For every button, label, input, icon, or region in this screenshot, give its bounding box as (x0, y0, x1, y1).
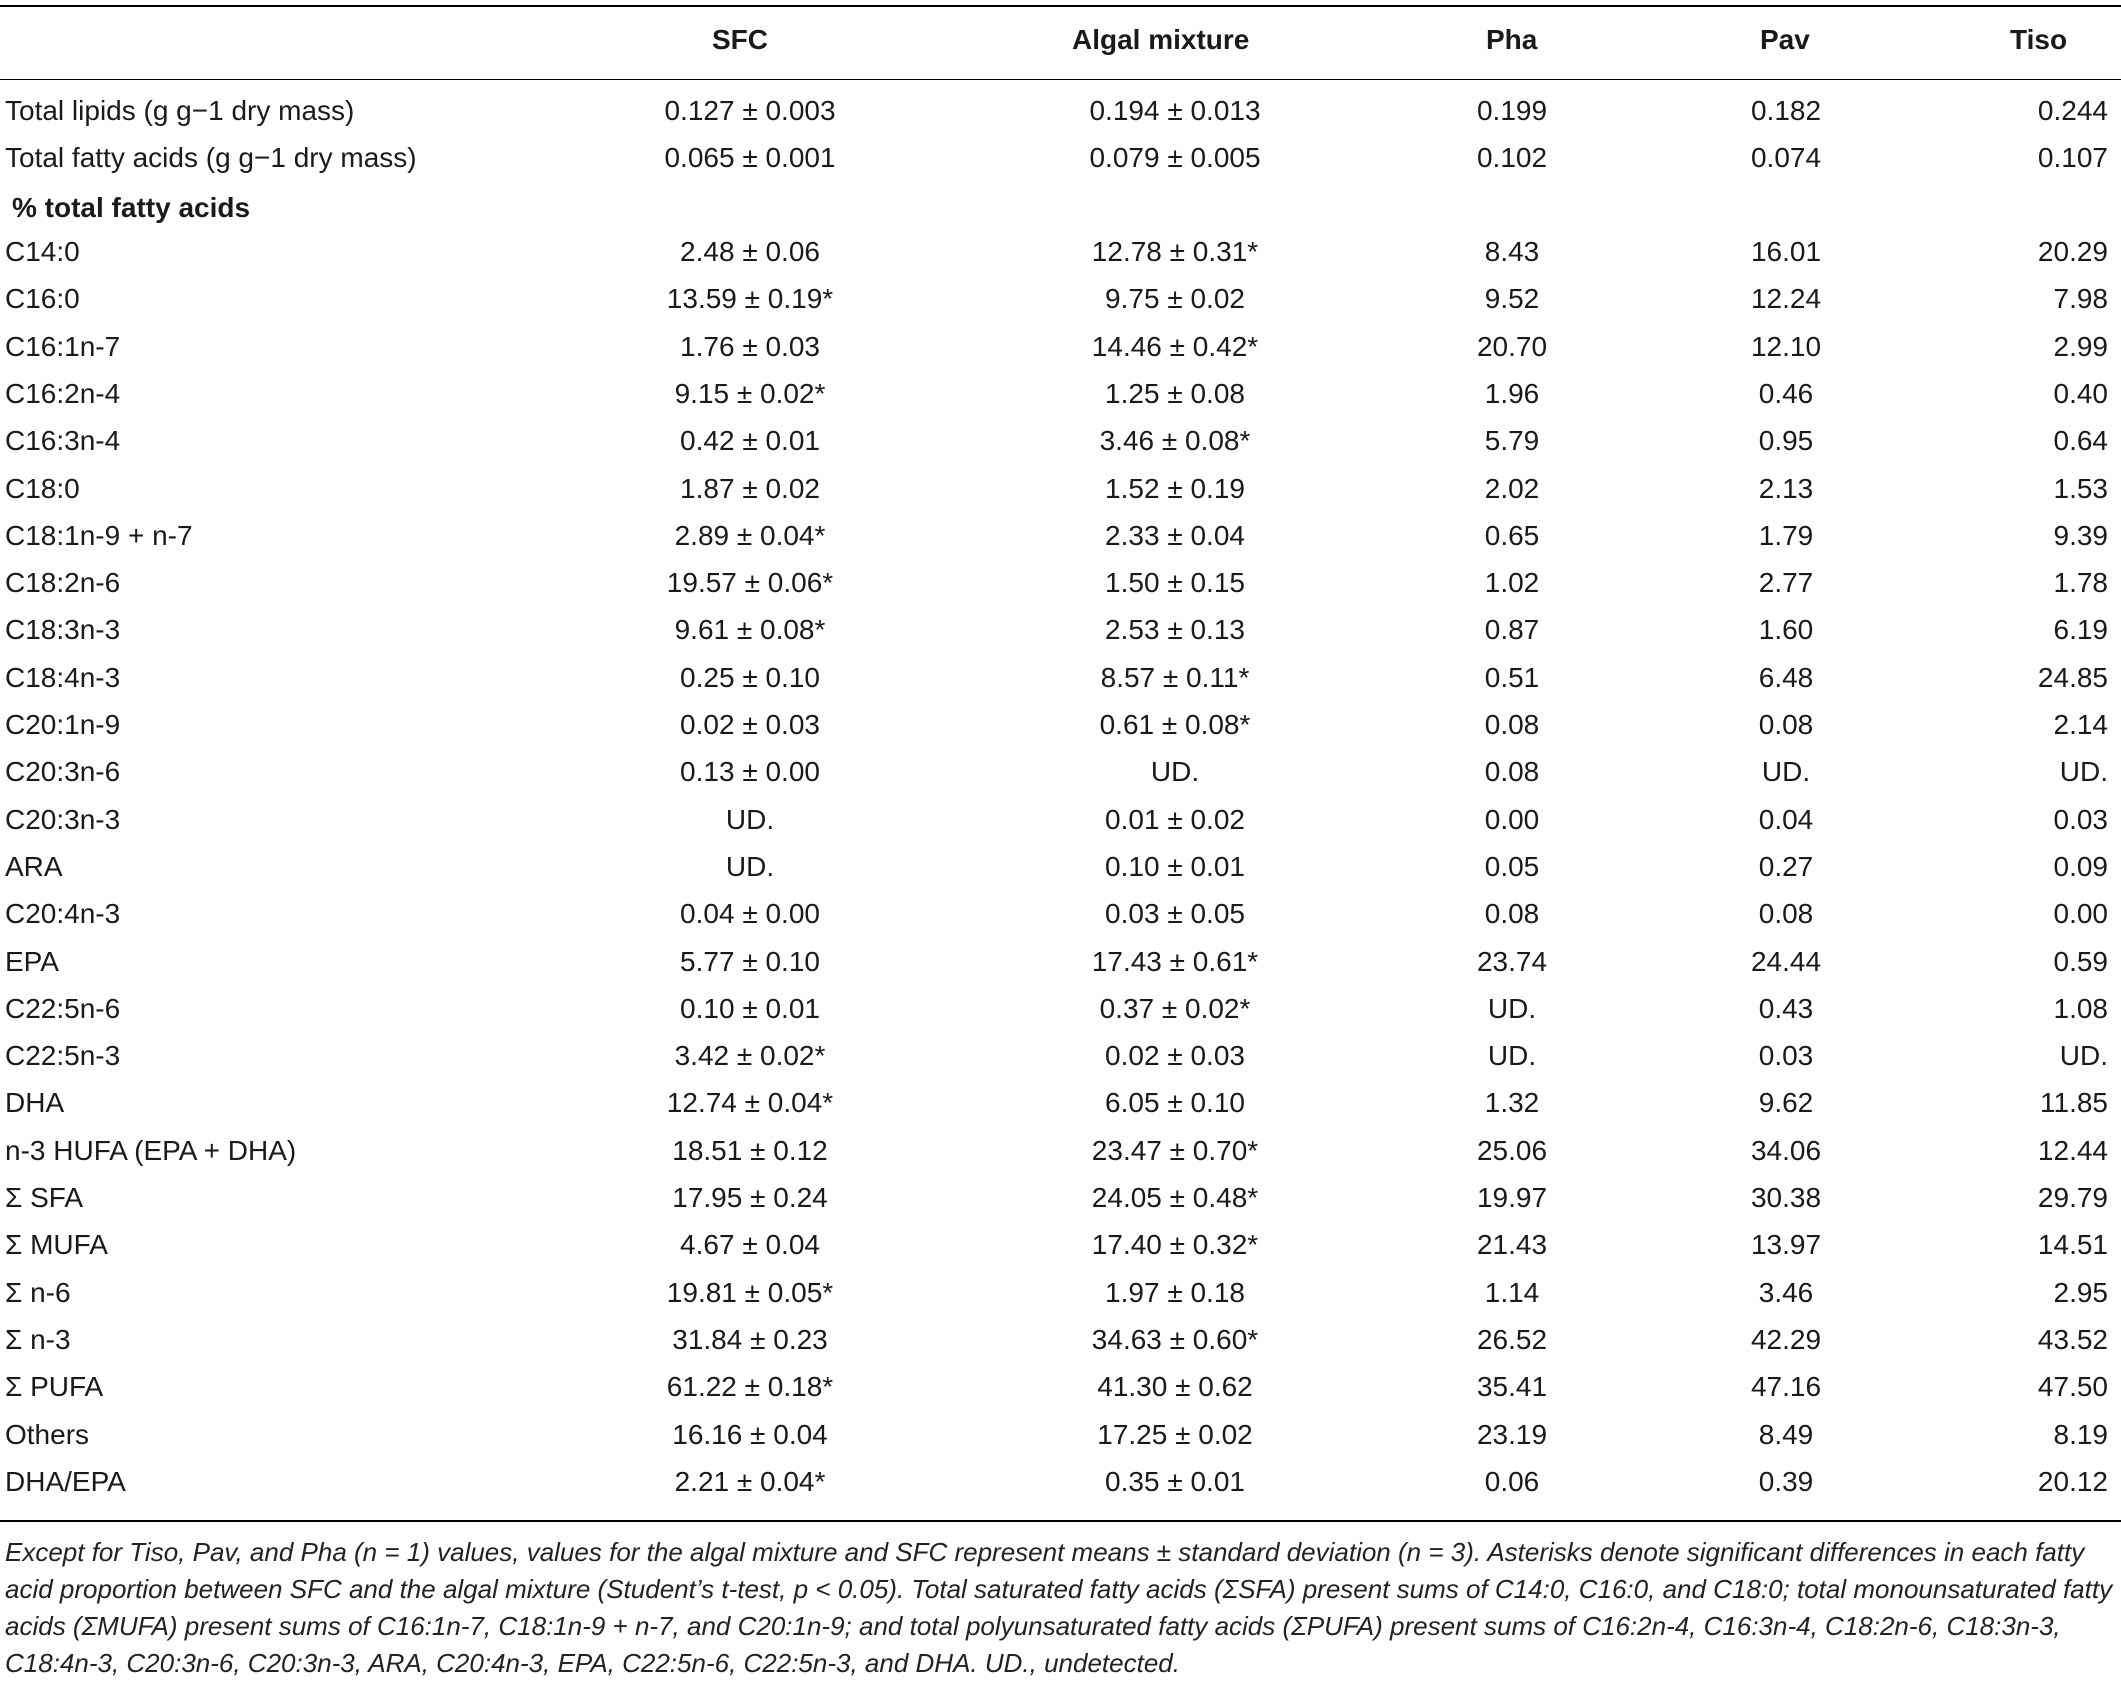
cell-pha: 0.51 (1484, 661, 1540, 693)
cell-pha: 0.199 (1476, 95, 1548, 126)
cell-pha: 35.41 (1476, 1371, 1548, 1403)
cell-pav: 0.39 (1758, 1465, 1814, 1497)
cell-tiso: 12.44 (2037, 1134, 2108, 1166)
cell-sfc: 18.51 ± 0.12 (672, 1134, 828, 1166)
cell-tiso: 0.09 (2053, 850, 2108, 882)
table-row (0, 851, 2121, 898)
cell-tiso: 20.29 (2037, 236, 2108, 267)
cell-sfc: 12.74 ± 0.04* (666, 1087, 834, 1119)
table-row (0, 1277, 2121, 1324)
cell-tiso: 0.03 (2053, 803, 2108, 835)
cell-pav: 0.43 (1758, 992, 1814, 1024)
cell-tiso: 0.107 (2037, 142, 2108, 173)
cell-sfc: 31.84 ± 0.23 (672, 1323, 828, 1355)
cell-pav: 0.46 (1758, 377, 1814, 409)
table-row (0, 946, 2121, 993)
cell-sfc: 0.42 ± 0.01 (680, 425, 820, 457)
cell-tiso: 0.64 (2053, 425, 2108, 457)
cell-pha: 1.96 (1484, 377, 1540, 409)
row-label: C22:5n-3 (5, 1040, 121, 1072)
table-row (0, 142, 2121, 189)
cell-pav: 1.60 (1758, 614, 1814, 646)
cell-pha: 0.06 (1484, 1465, 1540, 1497)
cell-tiso: UD. (2059, 756, 2108, 788)
header-sfc: SFC (712, 24, 768, 55)
cell-algal: 0.02 ± 0.03 (1105, 1040, 1245, 1072)
cell-algal: 0.61 ± 0.08* (1099, 709, 1251, 740)
row-label: DHA/EPA (5, 1465, 126, 1497)
bottom-rule (0, 1520, 2121, 1522)
cell-algal: 17.25 ± 0.02 (1097, 1418, 1253, 1450)
row-label: C16:0 (5, 283, 80, 315)
table-row (0, 473, 2121, 520)
row-label: C22:5n-6 (5, 992, 121, 1024)
cell-tiso: 47.50 (2037, 1371, 2108, 1403)
cell-sfc: 2.89 ± 0.04* (674, 519, 826, 551)
cell-algal: 23.47 ± 0.70* (1091, 1134, 1259, 1166)
cell-tiso: 2.99 (2053, 330, 2108, 362)
cell-algal: 1.25 ± 0.08 (1105, 377, 1245, 409)
cell-sfc: 4.67 ± 0.04 (680, 1229, 820, 1261)
cell-sfc: 2.21 ± 0.04* (674, 1465, 826, 1497)
cell-algal: 3.46 ± 0.08* (1099, 425, 1251, 457)
cell-algal: 1.50 ± 0.15 (1105, 567, 1245, 599)
cell-algal: 0.194 ± 0.013 (1089, 95, 1261, 126)
row-label: Total fatty acids (g g−1 dry mass) (5, 142, 417, 173)
table-row (0, 520, 2121, 567)
cell-pha: UD. (1487, 992, 1537, 1024)
cell-algal: 0.35 ± 0.01 (1105, 1465, 1245, 1497)
row-label: C20:3n-3 (5, 803, 121, 835)
row-label: C16:2n-4 (5, 377, 121, 409)
cell-tiso: 20.12 (2037, 1465, 2108, 1497)
cell-sfc: 1.76 ± 0.03 (680, 330, 820, 362)
cell-algal: 2.33 ± 0.04 (1105, 519, 1245, 551)
cell-sfc: 9.61 ± 0.08* (674, 614, 826, 646)
header-algal: Algal mixture (1072, 24, 1250, 55)
row-label: Σ MUFA (5, 1229, 108, 1261)
cell-tiso: 6.19 (2053, 614, 2108, 646)
row-label: C16:3n-4 (5, 425, 121, 457)
cell-pha: 26.52 (1476, 1323, 1548, 1355)
row-label: C18:3n-3 (5, 614, 121, 646)
row-label: C20:1n-9 (5, 709, 121, 740)
row-label: C16:1n-7 (5, 330, 121, 362)
cell-pha: 23.19 (1476, 1418, 1548, 1450)
cell-tiso: 0.40 (2053, 377, 2108, 409)
row-label: ARA (5, 850, 63, 882)
cell-pav: UD. (1761, 756, 1811, 788)
cell-pav: 0.08 (1758, 898, 1814, 930)
cell-tiso: 7.98 (2053, 283, 2108, 315)
cell-tiso: 1.78 (2053, 567, 2108, 599)
row-label: Σ PUFA (5, 1371, 104, 1403)
row-label: Σ n-6 (5, 1276, 71, 1308)
cell-tiso: 9.39 (2053, 519, 2108, 551)
table-row (0, 236, 2121, 283)
cell-pha: 25.06 (1476, 1134, 1548, 1166)
table-row (0, 804, 2121, 851)
row-label: Total lipids (g g−1 dry mass) (5, 95, 355, 126)
table-row (0, 898, 2121, 945)
table-row (0, 283, 2121, 330)
header-pav: Pav (1760, 24, 1810, 55)
cell-pav: 0.03 (1758, 1040, 1814, 1072)
cell-pha: 0.87 (1484, 614, 1540, 646)
cell-pha: 9.52 (1484, 283, 1540, 315)
row-label: C18:2n-6 (5, 567, 121, 599)
cell-pav: 30.38 (1750, 1182, 1822, 1213)
cell-pha: 1.14 (1484, 1276, 1540, 1308)
row-label: C20:4n-3 (5, 898, 121, 930)
cell-pav: 1.79 (1758, 519, 1814, 551)
cell-pha: 5.79 (1484, 425, 1540, 457)
cell-algal: 17.40 ± 0.32* (1091, 1229, 1259, 1261)
cell-algal: 6.05 ± 0.10 (1105, 1087, 1245, 1119)
row-label: C18:4n-3 (5, 661, 121, 693)
cell-pav: 0.04 (1758, 803, 1814, 835)
table-row (0, 614, 2121, 661)
table-row (0, 1466, 2121, 1513)
cell-pav: 12.10 (1750, 330, 1822, 362)
cell-pav: 2.13 (1758, 472, 1814, 504)
row-label: EPA (5, 945, 59, 977)
table-row (0, 331, 2121, 378)
row-label: C14:0 (5, 236, 80, 267)
header-pha: Pha (1486, 24, 1538, 55)
table-row (0, 567, 2121, 614)
cell-sfc: 2.48 ± 0.06 (680, 236, 820, 267)
table-row (0, 1324, 2121, 1371)
cell-sfc: 0.13 ± 0.00 (680, 756, 820, 788)
cell-pav: 47.16 (1750, 1371, 1822, 1403)
cell-pha: 0.08 (1484, 709, 1540, 740)
table-row (0, 425, 2121, 472)
cell-tiso: 0.59 (2053, 945, 2108, 977)
cell-tiso: 24.85 (2037, 661, 2108, 693)
cell-sfc: 16.16 ± 0.04 (672, 1418, 828, 1450)
cell-tiso: 29.79 (2037, 1182, 2108, 1213)
cell-sfc: UD. (725, 803, 775, 835)
cell-sfc: 5.77 ± 0.10 (680, 945, 820, 977)
cell-sfc: UD. (725, 850, 775, 882)
cell-pav: 42.29 (1750, 1323, 1822, 1355)
row-label: n-3 HUFA (EPA + DHA) (5, 1134, 297, 1166)
header-tiso: Tiso (2010, 24, 2068, 55)
cell-algal: UD. (1150, 756, 1200, 788)
cell-algal: 1.52 ± 0.19 (1105, 472, 1245, 504)
cell-algal: 0.079 ± 0.005 (1089, 142, 1261, 173)
cell-pav: 2.77 (1758, 567, 1814, 599)
cell-sfc: 61.22 ± 0.18* (666, 1371, 834, 1403)
table-row (0, 756, 2121, 803)
cell-pav: 0.27 (1758, 850, 1814, 882)
cell-algal: 0.37 ± 0.02* (1099, 992, 1251, 1024)
cell-sfc: 9.15 ± 0.02* (674, 377, 826, 409)
cell-sfc: 13.59 ± 0.19* (666, 283, 834, 315)
table-row (0, 378, 2121, 425)
cell-tiso: 0.244 (2037, 95, 2108, 126)
table-footnote: Except for Tiso, Pav, and Pha (n = 1) values, values for the algal mixture and SFC represent means ± standard deviation (n = 3). Asterisks denote significant differences in each fatty acid proportion between SFC and the algal mixture (Student’s t-test, p < 0.05). Total saturated fatty acids (ΣSFA) present sums of C14:0, C16:0, and C18:0; total monounsaturated fatty acids (ΣMUFA) present sums of C16:1n-7, C18:1n-9 + n-7, and C20:1n-9; and total polyunsaturated fatty acids (ΣPUFA) present sums of C16:2n-4, C16:3n-4, C18:2n-6, C18:3n-3, C18:4n-3, C20:3n-6, C20:3n-3, ARA, C20:4n-3, EPA, C22:5n-6, C22:5n-3, and DHA. UD., undetected. (5, 1537, 2113, 1678)
cell-algal: 2.53 ± 0.13 (1105, 614, 1245, 646)
cell-sfc: 0.04 ± 0.00 (680, 898, 820, 930)
cell-sfc: 19.81 ± 0.05* (666, 1276, 834, 1308)
cell-sfc: 0.127 ± 0.003 (664, 95, 836, 126)
cell-pha: 0.65 (1484, 519, 1540, 551)
row-label: Σ n-3 (5, 1323, 71, 1355)
cell-pha: 20.70 (1476, 330, 1548, 362)
cell-pav: 0.08 (1758, 709, 1814, 740)
cell-algal: 12.78 ± 0.31* (1091, 236, 1259, 267)
cell-pha: UD. (1487, 1040, 1537, 1072)
table-row (0, 1229, 2121, 1276)
cell-algal: 0.10 ± 0.01 (1105, 850, 1245, 882)
cell-pha: 1.32 (1484, 1087, 1540, 1119)
cell-pha: 23.74 (1476, 945, 1548, 977)
table-row (0, 993, 2121, 1040)
header-rule (0, 79, 2121, 80)
cell-sfc: 0.10 ± 0.01 (680, 992, 820, 1024)
cell-tiso: 1.53 (2053, 472, 2108, 504)
cell-pav: 34.06 (1750, 1134, 1822, 1166)
cell-algal: 14.46 ± 0.42* (1091, 330, 1259, 362)
cell-pav: 0.95 (1758, 425, 1814, 457)
cell-tiso: 0.00 (2053, 898, 2108, 930)
top-rule (0, 5, 2121, 7)
cell-algal: 8.57 ± 0.11* (1100, 661, 1250, 693)
table-row (0, 1087, 2121, 1134)
cell-sfc: 1.87 ± 0.02 (680, 472, 820, 504)
row-label: C20:3n-6 (5, 756, 121, 788)
cell-algal: 41.30 ± 0.62 (1097, 1371, 1253, 1403)
cell-tiso: 14.51 (2037, 1229, 2108, 1261)
table-row (0, 709, 2121, 756)
cell-tiso: 43.52 (2037, 1323, 2108, 1355)
cell-pav: 9.62 (1758, 1087, 1814, 1119)
cell-pha: 0.00 (1484, 803, 1540, 835)
section-label: % total fatty acids (12, 192, 251, 223)
cell-pav: 0.182 (1750, 95, 1822, 126)
cell-sfc: 0.25 ± 0.10 (680, 661, 820, 693)
cell-sfc: 0.065 ± 0.001 (664, 142, 836, 173)
cell-algal: 0.01 ± 0.02 (1105, 803, 1245, 835)
table-row (0, 1135, 2121, 1182)
cell-algal: 0.03 ± 0.05 (1105, 898, 1245, 930)
table-row (0, 662, 2121, 709)
cell-pha: 8.43 (1484, 236, 1540, 267)
cell-pha: 0.08 (1484, 756, 1540, 788)
cell-algal: 24.05 ± 0.48* (1091, 1182, 1259, 1213)
cell-tiso: UD. (2059, 1040, 2108, 1072)
cell-pha: 21.43 (1476, 1229, 1548, 1261)
cell-pav: 6.48 (1758, 661, 1814, 693)
cell-tiso: 1.08 (2053, 992, 2108, 1024)
cell-algal: 17.43 ± 0.61* (1091, 945, 1259, 977)
cell-pha: 1.02 (1484, 567, 1540, 599)
cell-tiso: 11.85 (2040, 1087, 2108, 1119)
cell-algal: 9.75 ± 0.02 (1105, 283, 1245, 315)
cell-sfc: 19.57 ± 0.06* (666, 567, 834, 599)
cell-pav: 0.074 (1750, 142, 1822, 173)
table-row (0, 1371, 2121, 1418)
row-label: C18:0 (5, 472, 80, 504)
cell-pav: 8.49 (1758, 1418, 1814, 1450)
cell-pha: 0.102 (1476, 142, 1548, 173)
row-label: DHA (5, 1087, 65, 1119)
cell-sfc: 3.42 ± 0.02* (674, 1040, 826, 1072)
cell-algal: 1.97 ± 0.18 (1105, 1276, 1245, 1308)
cell-pav: 12.24 (1750, 283, 1822, 315)
cell-pha: 0.08 (1484, 898, 1540, 930)
row-label: C18:1n-9 + n-7 (5, 519, 193, 551)
cell-sfc: 0.02 ± 0.03 (680, 709, 820, 740)
cell-tiso: 2.95 (2053, 1276, 2108, 1308)
cell-sfc: 17.95 ± 0.24 (672, 1182, 828, 1213)
cell-pav: 16.01 (1750, 236, 1822, 267)
cell-pav: 3.46 (1758, 1276, 1814, 1308)
row-label: Others (5, 1418, 90, 1450)
cell-algal: 34.63 ± 0.60* (1091, 1323, 1259, 1355)
cell-tiso: 8.19 (2053, 1418, 2108, 1450)
cell-pha: 0.05 (1484, 850, 1540, 882)
table-row (0, 1182, 2121, 1229)
table-row (0, 1419, 2121, 1466)
row-label: Σ SFA (5, 1182, 83, 1213)
cell-pav: 13.97 (1750, 1229, 1822, 1261)
cell-pha: 2.02 (1484, 472, 1540, 504)
cell-pha: 19.97 (1476, 1182, 1548, 1213)
table-row (0, 95, 2121, 142)
cell-tiso: 2.14 (2053, 709, 2108, 740)
table-row (0, 1040, 2121, 1087)
cell-pav: 24.44 (1750, 945, 1822, 977)
